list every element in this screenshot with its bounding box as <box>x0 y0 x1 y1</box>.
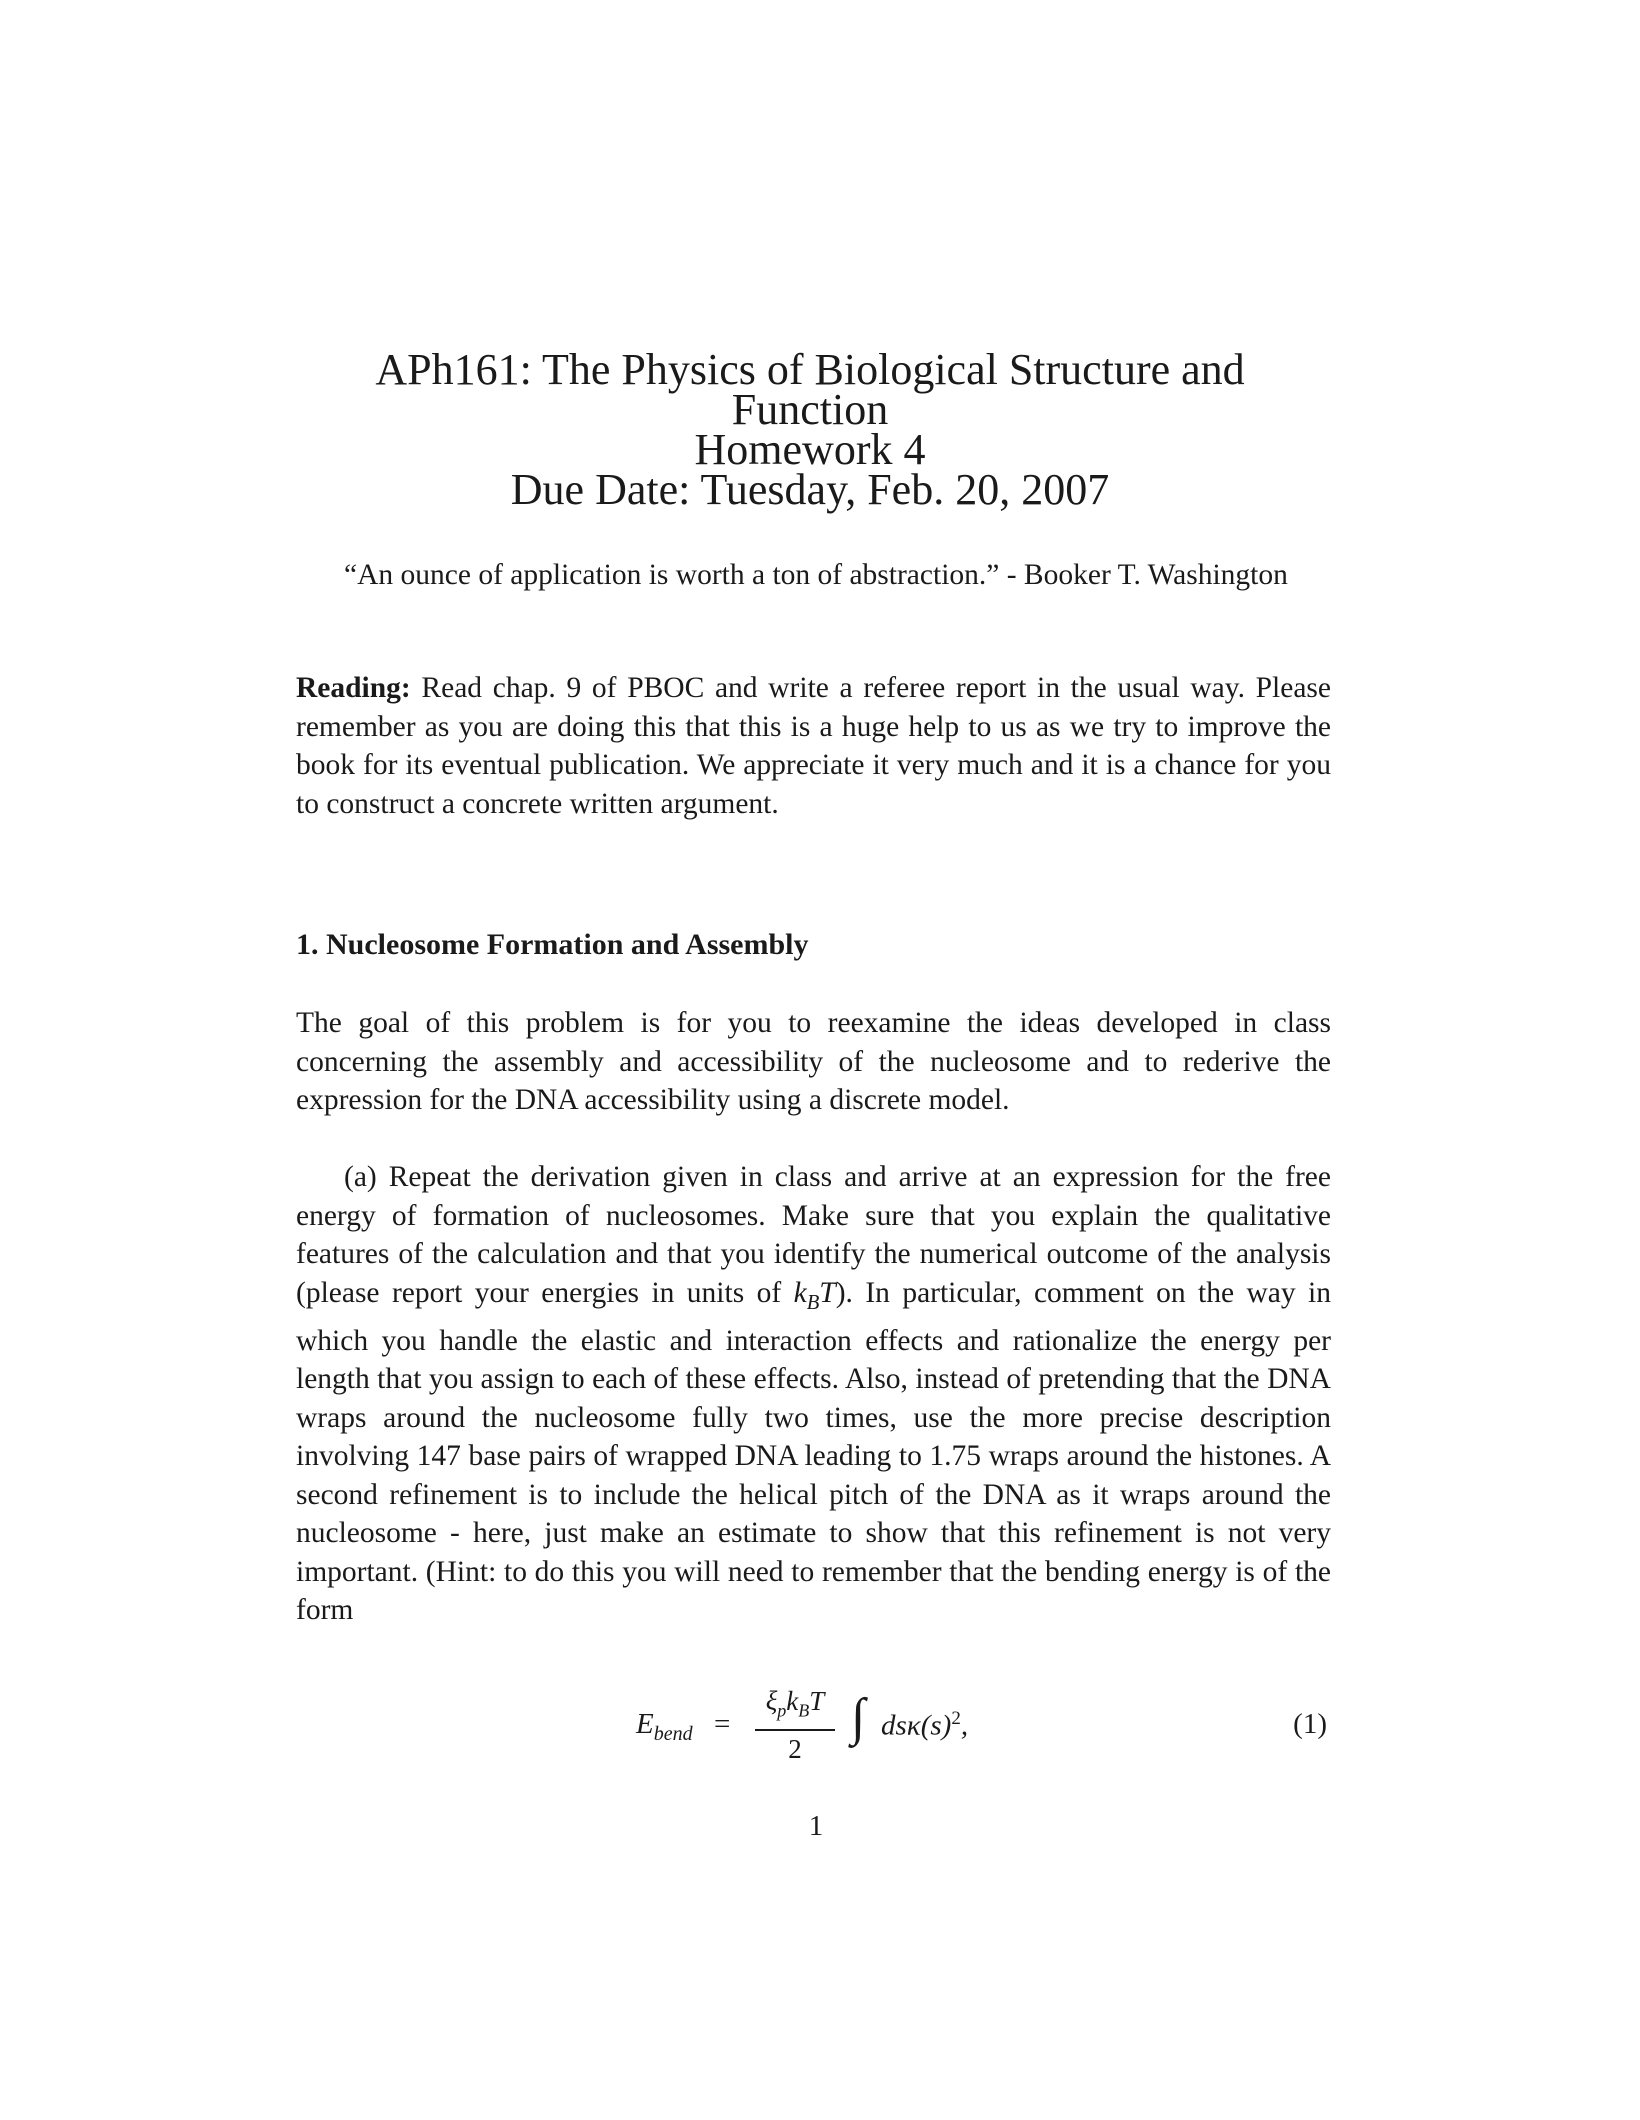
part-a-text-2: ). In particular, comment on the way in which you handle the elastic and interaction effects and rationalize the energy per length that you assign to each of these effects. Also, instead of pretending that the DNA wraps around the nucleosome fully two times, use the more precise description involving 147 base pairs of wrapped DNA leading to 1.75 wraps around the histones. A second refinement is to include the helical pitch of the DNA as it wraps around the nucleosome - here, just make an estimate to show that this refinement is not very important. (Hint: to do this you will need to remember that the bending energy is of the form <box>296 1276 1332 1627</box>
title-line-4-due-date: Due Date: Tuesday, Feb. 20, 2007 <box>510 465 1110 514</box>
reading-paragraph <box>296 669 1331 823</box>
k-symbol: k <box>786 1686 799 1716</box>
bending-energy-equation <box>296 1686 1331 1765</box>
kbt-symbol <box>793 1276 836 1314</box>
lhs-subscript: bend <box>653 1722 693 1745</box>
rhs-integrand: dsκ(s) <box>881 1709 952 1742</box>
page-number: 1 <box>808 1810 824 1842</box>
reading-text: Read chap. 9 of PBOC and write a referee report in the usual way. Please remember as you are doing this that this is a huge help to us as we try to improve the book for its eventual publication. We appreciate it very much and it is a chance for you to construct a concrete written argument. <box>296 672 1331 820</box>
document-title <box>290 345 1330 514</box>
rhs-comma: , <box>960 1709 969 1742</box>
kbt-k: k <box>793 1276 807 1309</box>
title-line-2: Function <box>731 385 889 434</box>
xi-symbol: ξ <box>765 1686 778 1716</box>
kbt-t: T <box>819 1276 836 1309</box>
kbt-sub: B <box>806 1291 820 1314</box>
title-line-1: APh161: The Physics of Biological Structure and <box>375 345 1245 394</box>
part-a-paragraph <box>296 1158 1331 1630</box>
fraction-numerator <box>751 1684 839 1727</box>
section-intro: The goal of this problem is for you to reexamine the ideas developed in class concerning the assembly and accessibility of the nucleosome and to rederive the expression for the DNA accessibility using a discrete model. <box>296 1007 1331 1116</box>
t-symbol: T <box>809 1686 825 1716</box>
section-heading: 1. Nucleosome Formation and Assembly <box>296 928 809 961</box>
lhs-e: E <box>636 1708 654 1740</box>
fraction-bar <box>755 1729 835 1731</box>
equation-rhs <box>881 1708 968 1743</box>
reading-label: Reading: <box>296 672 411 704</box>
equals-sign: = <box>714 1708 731 1740</box>
equation-fraction <box>751 1684 839 1765</box>
equation-lhs <box>636 1708 693 1746</box>
xi-subscript: p <box>777 1700 787 1721</box>
integral-sign: ∫ <box>851 1689 866 1746</box>
part-a-text-1: (a) Repeat the derivation given in class and arrive at an expression for the free energy of formation of nucleosomes. Make sure that you explain the qualitative features of the calculation and that you identify the numerical outcome of the analysis (please report your energies in units of <box>296 1161 1331 1309</box>
rhs-exponent: 2 <box>951 1708 961 1729</box>
k-subscript: B <box>798 1700 810 1721</box>
fraction-denominator: 2 <box>788 1734 802 1765</box>
equation-number: (1) <box>1293 1708 1327 1740</box>
epigraph-quote: “An ounce of application is worth a ton of abstraction.” - Booker T. Washington <box>344 559 1288 591</box>
title-line-3: Homework 4 <box>694 425 926 474</box>
